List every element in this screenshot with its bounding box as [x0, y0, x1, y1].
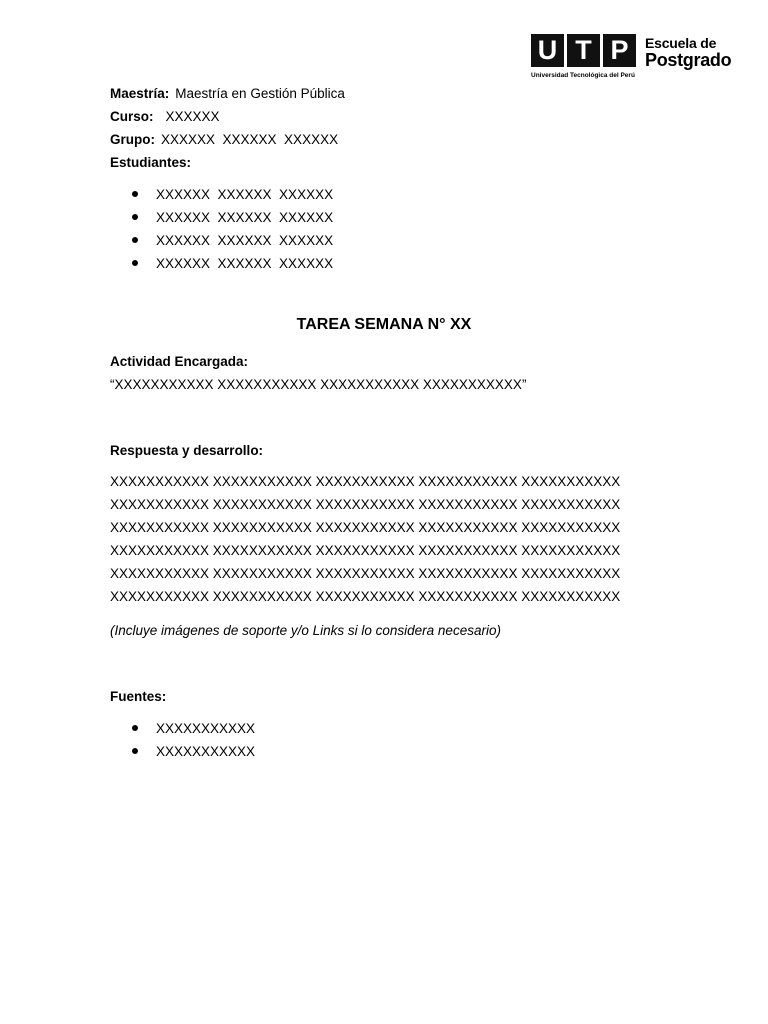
list-item: XXXXXX XXXXXX XXXXXX	[110, 252, 333, 275]
fuentes-section	[110, 685, 166, 708]
utp-logo	[531, 34, 741, 82]
grupo-label: Grupo:	[110, 132, 155, 147]
curso-label: Curso:	[110, 109, 154, 124]
list-item: XXXXXX XXXXXX XXXXXX	[110, 183, 333, 206]
maestria-label: Maestría:	[110, 86, 170, 101]
list-item: XXXXXXXXXXX	[110, 740, 255, 763]
logo-letter-t: T	[567, 34, 600, 67]
respuesta-line: XXXXXXXXXXX XXXXXXXXXXX XXXXXXXXXXX XXXXXXXXXXX XXXXXXXXXXX	[110, 520, 621, 535]
grupo-row	[110, 128, 345, 151]
logo-letters	[531, 34, 636, 67]
logo-line-2: Postgrado	[645, 50, 732, 70]
curso-row	[110, 105, 345, 128]
grupo-value: XXXXXX XXXXXX XXXXXX	[161, 132, 339, 147]
respuesta-line: XXXXXXXXXXX XXXXXXXXXXX XXXXXXXXXXX XXXXXXXXXXX XXXXXXXXXXX	[110, 589, 621, 604]
students-list	[110, 183, 333, 275]
estudiantes-row	[110, 151, 345, 174]
respuesta-note: (Incluye imágenes de soporte y/o Links si lo considera necesario)	[110, 623, 501, 638]
bullet-icon	[132, 725, 138, 731]
students-list-wrapper	[110, 183, 333, 275]
list-item: XXXXXXXXXXX	[110, 717, 255, 740]
respuesta-body	[110, 470, 620, 608]
maestria-value: Maestría en Gestión Pública	[175, 86, 345, 101]
bullet-icon	[132, 260, 138, 266]
respuesta-line: XXXXXXXXXXX XXXXXXXXXXX XXXXXXXXXXX XXXXXXXXXXX XXXXXXXXXXX	[110, 543, 621, 558]
logo-line-1: Escuela de	[645, 35, 717, 51]
list-item: XXXXXX XXXXXX XXXXXX	[110, 206, 333, 229]
logo-subtitle: Universidad Tecnológica del Perú	[531, 72, 635, 79]
fuentes-list	[110, 717, 255, 763]
respuesta-section	[110, 439, 263, 462]
bullet-icon	[132, 191, 138, 197]
fuentes-list-wrapper	[110, 717, 255, 763]
bullet-icon	[132, 748, 138, 754]
bullet-icon	[132, 214, 138, 220]
actividad-text: “XXXXXXXXXXX XXXXXXXXXXX XXXXXXXXXXX XXXXXXXXXXX”	[110, 377, 527, 392]
logo-letter-u: U	[531, 34, 564, 67]
respuesta-label: Respuesta y desarrollo:	[110, 443, 264, 458]
respuesta-line: XXXXXXXXXXX XXXXXXXXXXX XXXXXXXXXXX XXXXXXXXXXX XXXXXXXXXXX	[110, 474, 621, 489]
page-title: TAREA SEMANA N° XX	[296, 316, 472, 333]
bullet-icon	[132, 237, 138, 243]
actividad-label: Actividad Encargada:	[110, 354, 249, 369]
actividad-section	[110, 350, 526, 396]
estudiantes-label: Estudiantes:	[110, 155, 192, 170]
respuesta-line: XXXXXXXXXXX XXXXXXXXXXX XXXXXXXXXXX XXXXXXXXXXX XXXXXXXXXXX	[110, 566, 621, 581]
fuentes-label: Fuentes:	[110, 689, 167, 704]
curso-value: XXXXXX	[165, 109, 220, 124]
maestria-row	[110, 82, 345, 105]
logo-text	[645, 36, 731, 69]
list-item: XXXXXX XXXXXX XXXXXX	[110, 229, 333, 252]
respuesta-line: XXXXXXXXXXX XXXXXXXXXXX XXXXXXXXXXX XXXXXXXXXXX XXXXXXXXXXX	[110, 497, 621, 512]
logo-letter-p: P	[603, 34, 636, 67]
header-info	[110, 82, 345, 174]
